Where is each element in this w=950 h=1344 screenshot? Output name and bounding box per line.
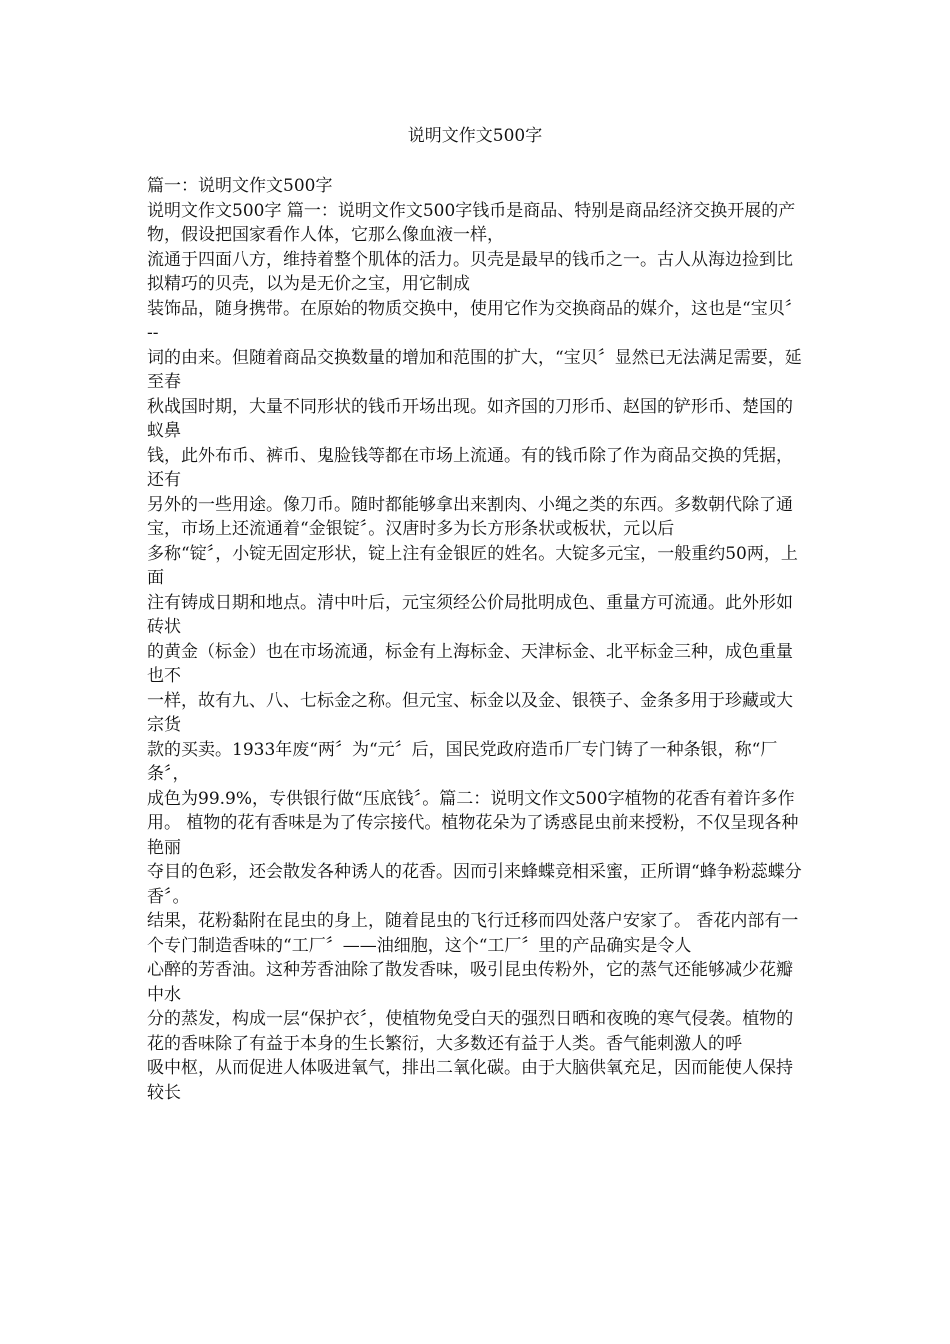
document-body <box>147 174 805 1105</box>
text-line: 流通于四面八方，维持着整个肌体的活力。贝壳是最早的钱币之一。古人从海边捡到比拟精巧的贝壳，以为是无价之宝，用它制成 <box>147 249 793 294</box>
text-line: 注有铸成日期和地点。清中叶后，元宝须经公价局批明成色、重量方可流通。此外形如砖状 <box>147 592 793 637</box>
text-line: 篇一：说明文作文500字 <box>147 176 333 196</box>
text-line: 的黄金（标金）也在市场流通，标金有上海标金、天津标金、北平标金三种，成色重量也不 <box>147 641 793 686</box>
text-line: 成色为99.9%，专供银行做“压底钱〞。篇二：说明文作文500字植物的花香有着许多作用。 植物的花有香味是为了传宗接代。植物花朵为了诱惑昆虫前来授粉，不仅呈现各种艳丽 <box>147 788 799 858</box>
text-line: 分的蒸发，构成一层“保护衣〞，使植物免受白天的强烈日晒和夜晚的寒气侵袭。植物的花的香味除了有益于本身的生长繁衍，大多数还有益于人类。香气能刺激人的呼 <box>147 1009 794 1054</box>
text-line: 心醉的芳香油。这种芳香油除了散发香味，吸引昆虫传粉外，它的蒸气还能够减少花瓣中水 <box>147 960 793 1005</box>
text-line: 款的买卖。1933年废“两〞为“元〞后，国民党政府造币厂专门铸了一种条银，称“厂条〞， <box>147 739 778 784</box>
text-line: 词的由来。但随着商品交换数量的增加和范围的扩大，“宝贝〞显然已无法满足需要，延至春 <box>147 347 802 392</box>
text-line: 结果，花粉黏附在昆虫的身上，随着昆虫的飞行迁移而四处落户安家了。 香花内部有一个专门制造香味的“工厂〞——油细胞，这个“工厂〞里的产品确实是令人 <box>147 911 799 956</box>
document-title: 说明文作文500字 <box>407 126 543 146</box>
text-line: 装饰品，随身携带。在原始的物质交换中，使用它作为交换商品的媒介，这也是“宝贝〞-- <box>147 298 802 343</box>
text-line: 说明文作文500字 篇一：说明文作文500字钱币是商品、特别是商品经济交换开展的产物，假设把国家看作人体，它那么像血液一样， <box>147 200 796 245</box>
text-line: 一样，故有九、八、七标金之称。但元宝、标金以及金、银筷子、金条多用于珍藏或大宗货 <box>147 690 793 735</box>
text-line: 多称“锭〞，小锭无固定形状，锭上注有金银匠的姓名。大锭多元宝，一般重约50两，上面 <box>147 543 798 588</box>
text-line: 秋战国时期，大量不同形状的钱币开场出现。如齐国的刀形币、赵国的铲形币、楚国的蚁鼻 <box>147 396 793 441</box>
text-line: 夺目的色彩，还会散发各种诱人的花香。因而引来蜂蝶竞相采蜜，正所谓“蜂争粉蕊蝶分香〞。 <box>147 862 802 907</box>
text-line: 钱，此外布币、裤币、鬼脸钱等都在市场上流通。有的钱币除了作为商品交换的凭据，还有 <box>147 445 793 490</box>
text-line: 吸中枢，从而促进人体吸进氧气，排出二氧化碳。由于大脑供氧充足，因而能使人保持较长 <box>147 1058 793 1103</box>
text-line: 另外的一些用途。像刀币。随时都能够拿出来割肉、小绳之类的东西。多数朝代除了通宝，市场上还流通着“金银锭〞。汉唐时多为长方形条状或板状，元以后 <box>147 494 793 539</box>
